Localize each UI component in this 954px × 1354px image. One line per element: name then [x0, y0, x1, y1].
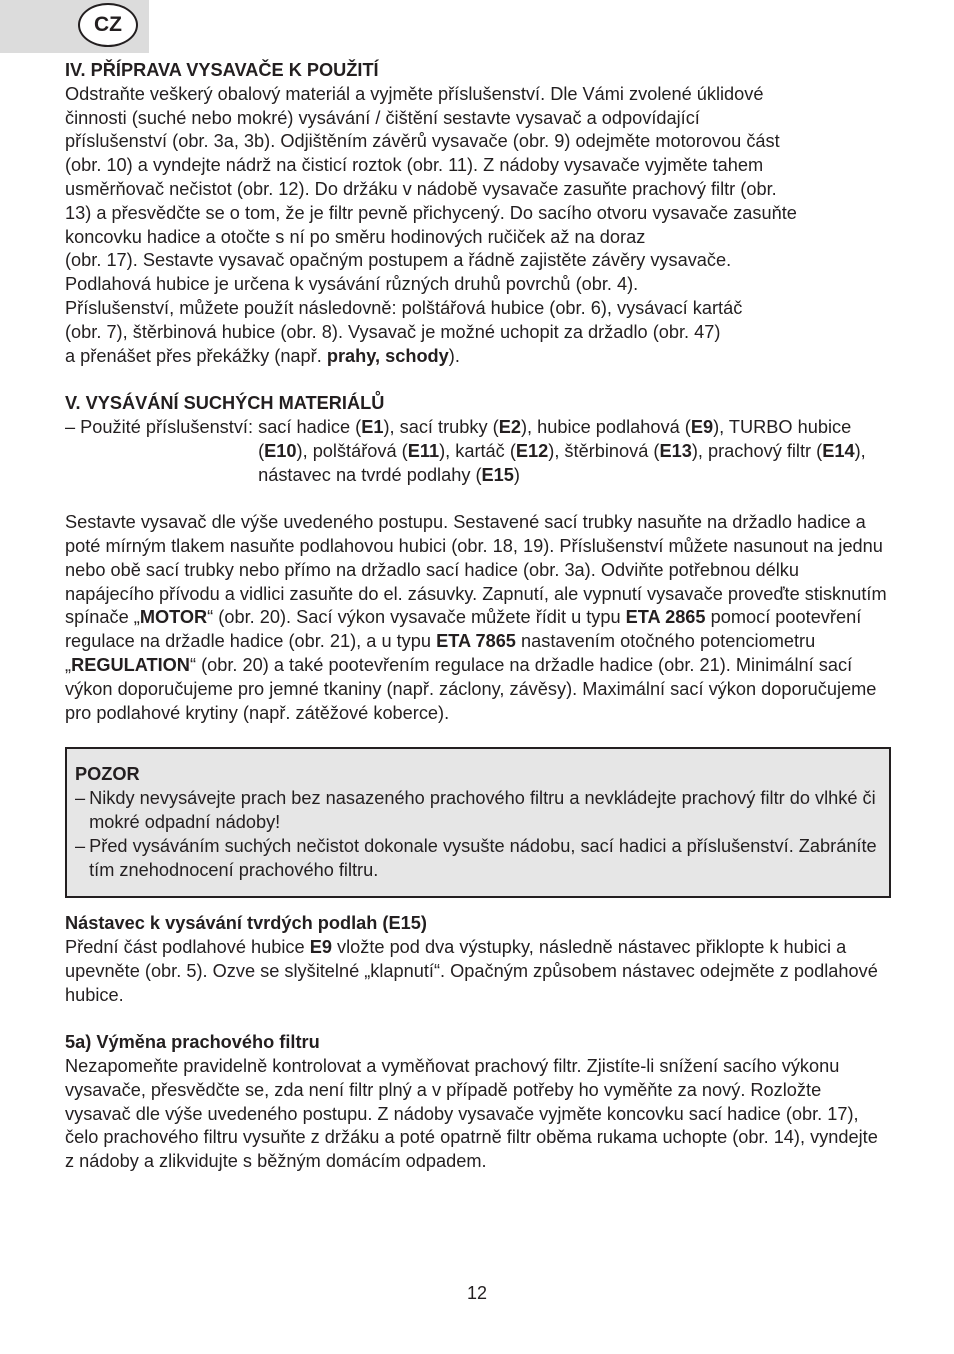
section-preparation — [65, 59, 891, 368]
spacer — [65, 368, 891, 392]
part-code: E2 — [498, 416, 521, 437]
text-run: Sestavte vysavač dle výše uvedeného postupu. Sestavené sací trubky nasuňte na držadlo hadice a poté mírným tlakem nasuňte podlahovou hubici (obr. 18, 19). Příslušenství můžete nasunout na jednu nebo obě sací trubky nebo přímo na držadlo sací hadice (obr. 3a). Odviňte potřebnou délku napájecího přívodu a vidlici zasuňte do el. zásuvky. Zapnutí, ale vypnutí vysavače proveďte stisknutím spínače „ — [65, 512, 887, 628]
part-code: E1 — [361, 416, 384, 437]
section-heading: IV. PŘÍPRAVA VYSAVAČE K POUŽITÍ — [65, 60, 379, 80]
text-line: (obr. 10) a vyndejte nádrž na čisticí roztok (obr. 11). Z nádoby vysavače vyjměte tahem — [65, 155, 764, 176]
text-run: ), hubice podlahová ( — [520, 416, 691, 437]
text-run: Přední část podlahové hubice — [65, 937, 310, 958]
page-number: 12 — [466, 1283, 488, 1303]
text-run: a přenášet přes překážky (např. — [65, 345, 327, 366]
text-run: ), sací trubky ( — [383, 416, 499, 437]
page-content — [65, 59, 891, 1174]
section-hard-floor-attachment — [65, 912, 891, 1007]
text-run: vložte pod dva výstupky, následně nástavec přiklopte k hubici a upevněte (obr. 5). Ozve se slyšitelné „klapnutí“. Opačným způsobem nástavec odejměte z podlahové hubice. — [65, 937, 878, 1005]
bold-text: ETA 2865 — [625, 607, 706, 628]
warning-box — [65, 747, 891, 898]
text-line — [65, 345, 891, 369]
text-line: (obr. 7), štěrbinová hubice (obr. 8). Vysavač je možné uchopit za držadlo (obr. 47) — [65, 321, 721, 342]
text-line: usměrňovač nečistot (obr. 12). Do držáku v nádobě vysavače zasuňte prachový filtr (obr. — [65, 178, 777, 199]
warning-text: Nikdy nevysávejte prach bez nasazeného prachového filtru a nevkládejte prachový filtr do vlhké či mokré odpadní nádoby! — [89, 788, 876, 832]
warning-item — [75, 787, 881, 835]
section-dry-vacuuming — [65, 392, 891, 725]
text-run: ), prachový filtr ( — [691, 440, 823, 461]
text-run: ), nástavec na tvrdé podlahy ( — [258, 440, 866, 485]
text-line: 13) a přesvědčte se o tom, že je filtr pevně přichycený. Do sacího otvoru vysavače zasuňte — [65, 202, 797, 223]
dash: – — [75, 835, 86, 856]
text-run: ) — [513, 464, 520, 485]
bold-text: MOTOR — [139, 607, 208, 628]
paragraph: Nezapomeňte pravidelně kontrolovat a vyměňovat prachový filtr. Zjistíte-li snížení sacího výkonu vysavače, přesvědčte se, zda není filtr plný a v případě potřeby ho vyměňte za nový. Rozložte vysavač dle výše uvedeného postupu. Z nádoby vysavače vyjměte koncovku sací hadice (obr. 17), čelo prachového filtru vysuňte z držáku a poté opatrně filtr oběma rukama uchopte (obr. 14), vyndejte z nádoby a zlikvidujte s běžným domácím odpadem. — [65, 1056, 878, 1172]
warning-title: POZOR — [75, 764, 140, 785]
text-line: (obr. 17). Sestavte vysavač opačným postupem a řádně zajistěte závěry vysavače. — [65, 250, 732, 271]
language-badge: CZ — [78, 3, 138, 47]
text-line: příslušenství (obr. 3a, 3b). Odjištěním závěrů vysavače (obr. 9) odejměte motorovou část — [65, 131, 780, 152]
text-run: ). — [448, 345, 460, 366]
part-code: E11 — [407, 440, 440, 461]
part-code: E13 — [659, 440, 692, 461]
warning-text: Před vysáváním suchých nečistot dokonale vysušte nádobu, sací hadici a příslušenství. Zabráníte tím znehodnocení prachového filtru. — [89, 835, 877, 880]
text-line: činnosti (suché nebo mokré) vysávání / čištění sestavte vysavač a odpovídající — [65, 107, 700, 128]
part-code: E9 — [309, 937, 332, 958]
section-heading: Nástavec k vysávání tvrdých podlah (E15) — [65, 913, 427, 934]
text-line: Příslušenství, můžete použít následovně: polštářová hubice (obr. 6), vysávací kartáč — [65, 297, 743, 318]
part-code: E10 — [264, 440, 297, 461]
text-run: ), štěrbinová ( — [548, 440, 660, 461]
section-filter-replacement — [65, 1031, 891, 1174]
text-run: “ (obr. 20) a také pootevřením regulace na držadle hadice (obr. 21). Minimální sací výkon doporučujeme pro jemné tkaniny (např. záclony, závěsy). Maximální sací výkon doporučujeme pro podlahové krytiny (např. zátěžové koberce). — [65, 654, 877, 723]
text-run: “ (obr. 20). Sací výkon vysavače můžete řídit u typu — [207, 607, 626, 628]
part-code: E9 — [690, 416, 714, 437]
text-run: sací hadice ( — [258, 416, 362, 437]
bold-text: ETA 7865 — [436, 631, 516, 652]
text-run: ), polštářová ( — [296, 440, 408, 461]
spacer — [65, 487, 891, 511]
accessories-list — [65, 416, 891, 487]
text-line: koncovku hadice a otočte s ní po směru hodinových ručiček až na doraz — [65, 226, 646, 247]
spacer — [65, 1007, 891, 1031]
accessories-items — [258, 416, 868, 487]
bold-text: prahy, schody — [326, 345, 449, 366]
warning-item — [75, 835, 881, 883]
part-code: E12 — [515, 440, 549, 461]
part-code: E15 — [481, 464, 514, 485]
text-run: nastavením otočného potenciometru „ — [65, 631, 816, 675]
bold-text: REGULATION — [71, 654, 190, 675]
text-line: Podlahová hubice je určena k vysávání různých druhů povrchů (obr. 4). — [65, 274, 639, 295]
section-heading: V. VYSÁVÁNÍ SUCHÝCH MATERIÁLŮ — [65, 393, 385, 414]
spacer — [65, 898, 891, 912]
part-code: E14 — [822, 440, 855, 461]
text-run: ), kartáč ( — [439, 440, 516, 461]
accessories-label: – Použité příslušenství: — [65, 416, 259, 437]
paragraph — [65, 936, 891, 1007]
text-run: pomocí pootevření regulace na držadle hadice (obr. 21), a u typu — [65, 607, 862, 652]
paragraph — [65, 511, 891, 725]
language-tab — [0, 0, 149, 53]
text-run: ), TURBO hubice ( — [258, 416, 852, 461]
section-heading: 5a) Výměna prachového filtru — [65, 1032, 320, 1053]
dash: – — [75, 788, 86, 809]
text-line: Odstraňte veškerý obalový materiál a vyjměte příslušenství. Dle Vámi zvolené úklidové — [65, 83, 764, 104]
